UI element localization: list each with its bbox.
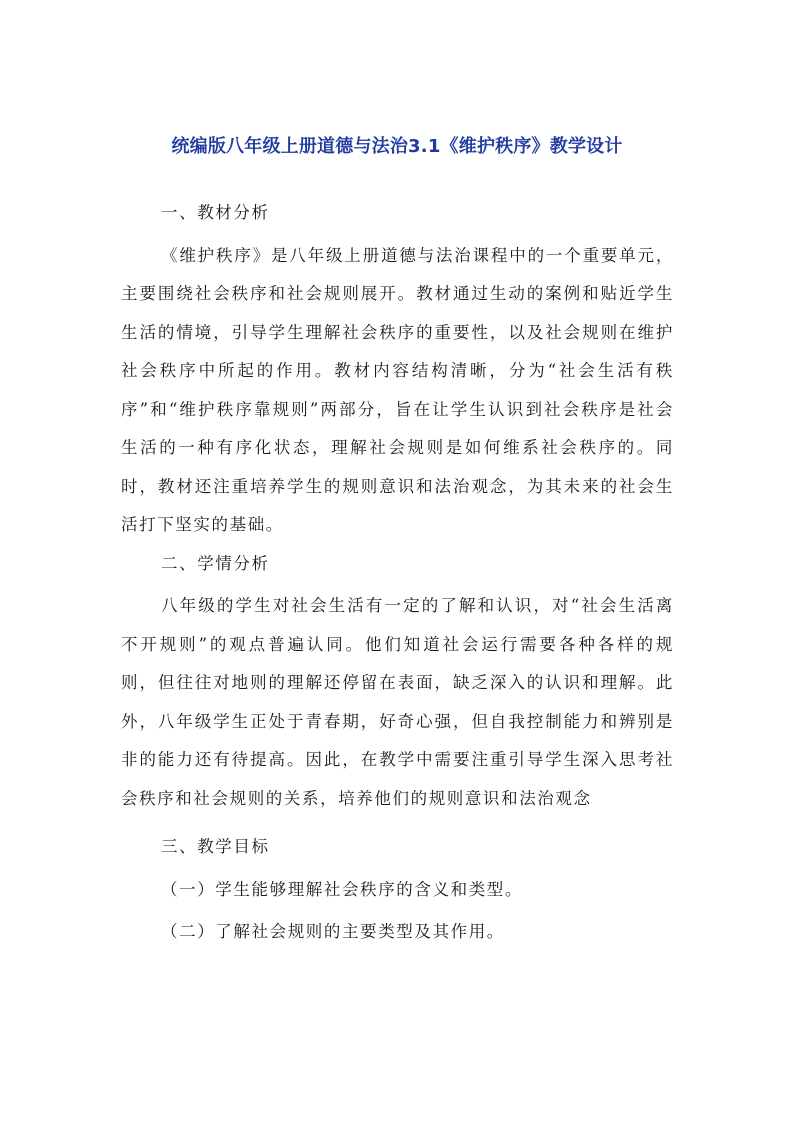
document-title: 统编版八年级上册道德与法治3.1《维护秩序》教学设计 xyxy=(171,136,623,157)
paragraph-textbook-analysis: 《维护秩序》是八年级上册道德与法治课程中的一个重要单元，主要围绕社会秩序和社会规则展开。教材通过生动的案例和贴近学生生活的情境，引导学生理解社会秩序的重要性，以及社会规则在维护社会秩序中所起的作用。教材内容结构清晰，分为“社会生活有秩序”和“维护秩序靠规则”两部分，旨在让学生认识到社会秩序是社会生活的一种有序化状态，理解社会规则是如何维系社会秩序的。同时，教材还注重培养学生的规则意识和法治观念，为其未来的社会生活打下坚实的基础。 xyxy=(121,245,674,534)
teaching-goal-item-1: （一）学生能够理解社会秩序的含义和类型。 xyxy=(161,879,523,899)
section-heading-student-analysis: 二、学情分析 xyxy=(161,553,270,573)
paragraph-student-analysis: 八年级的学生对社会生活有一定的了解和认识，对“社会生活离不开规则”的观点普遍认同。他们知道社会运行需要各种各样的规则，但往往对地则的理解还停留在表面，缺乏深入的认识和理解。此外，八年级学生正处于青春期，好奇心强，但自我控制能力和辨别是非的能力还有待提高。因此，在教学中需要注重引导学生深入思考社会秩序和社会规则的关系，培养他们的规则意识和法治观念 xyxy=(121,596,674,808)
section-heading-teaching-goals: 三、教学目标 xyxy=(161,837,270,856)
teaching-goal-item-2: （二）了解社会规则的主要类型及其作用。 xyxy=(161,922,505,941)
document-body xyxy=(121,194,674,952)
section-heading-textbook-analysis: 一、教材分析 xyxy=(161,203,270,222)
